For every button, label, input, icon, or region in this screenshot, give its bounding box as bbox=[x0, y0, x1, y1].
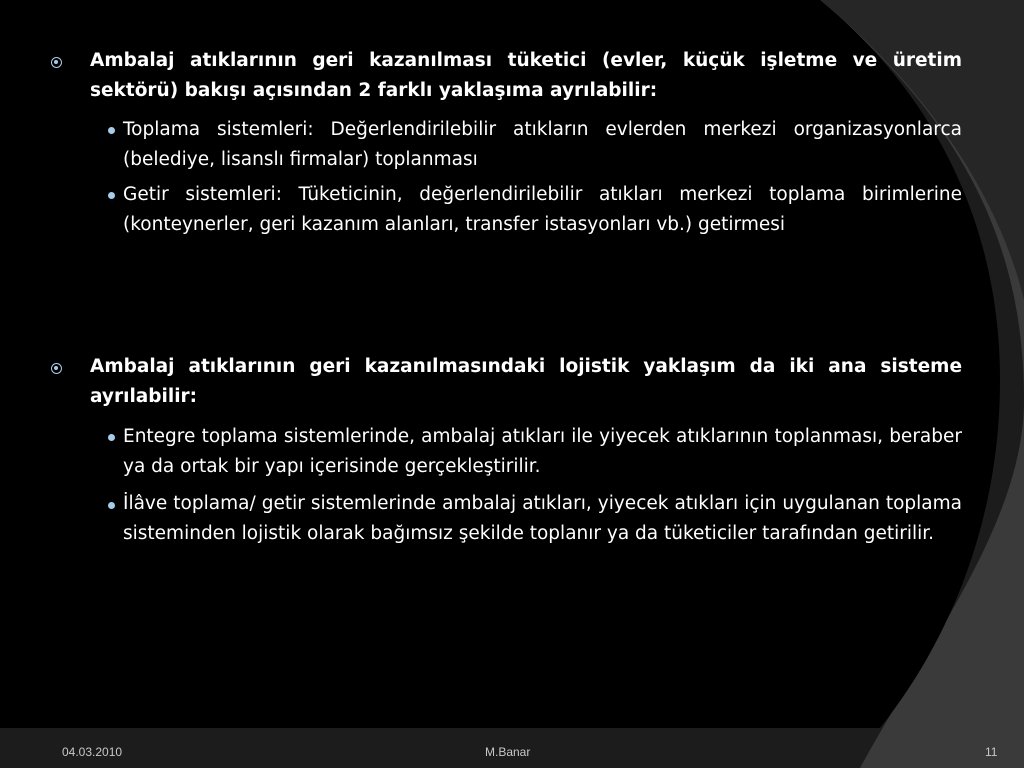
bullet-item: Entegre toplama sistemlerinde, ambalaj atıkları ile yiyecek atıklarının toplanması, beraber ya da ortak bir yapı içerisinde gerçekleştirilir. bbox=[123, 426, 962, 477]
dot-bullet-icon bbox=[108, 192, 115, 199]
footer-page-number: 11 bbox=[985, 745, 998, 759]
footer-author: M.Banar bbox=[485, 745, 531, 759]
footer-date: 04.03.2010 bbox=[62, 745, 123, 759]
dot-bullet-icon bbox=[108, 502, 115, 509]
bullet-item: İlâve toplama/ getir sistemlerinde ambalaj atıkları, yiyecek atıkları için uygulanan toplama sisteminden lojistik olarak bağımsız şekilde toplanır ya da tüketiciler tarafından getirilir. bbox=[123, 493, 962, 544]
section-heading-2: Ambalaj atıklarının geri kazanılmasındaki lojistik yaklaşım da iki ana sisteme ayrılabilir: bbox=[90, 356, 962, 407]
dot-bullet-icon bbox=[108, 434, 115, 441]
target-bullet-icon bbox=[51, 363, 62, 374]
bullet-item: Getir sistemleri: Tüketicinin, değerlendirilebilir atıkları merkezi toplama birimlerine (konteynerler, geri kazanım alanları, transfer istasyonları vb.) getirmesi bbox=[123, 184, 962, 235]
section-heading-1: Ambalaj atıklarının geri kazanılması tüketici (evler, küçük işletme ve üretim sektörü) bakışı açısından 2 farklı yaklaşıma ayrılabilir: bbox=[90, 50, 962, 101]
target-bullet-icon bbox=[51, 57, 62, 68]
dot-bullet-icon bbox=[108, 127, 115, 134]
bullet-item: Toplama sistemleri: Değerlendirilebilir atıkların evlerden merkezi organizasyonlarca (belediye, lisanslı firmalar) toplanması bbox=[123, 119, 962, 170]
